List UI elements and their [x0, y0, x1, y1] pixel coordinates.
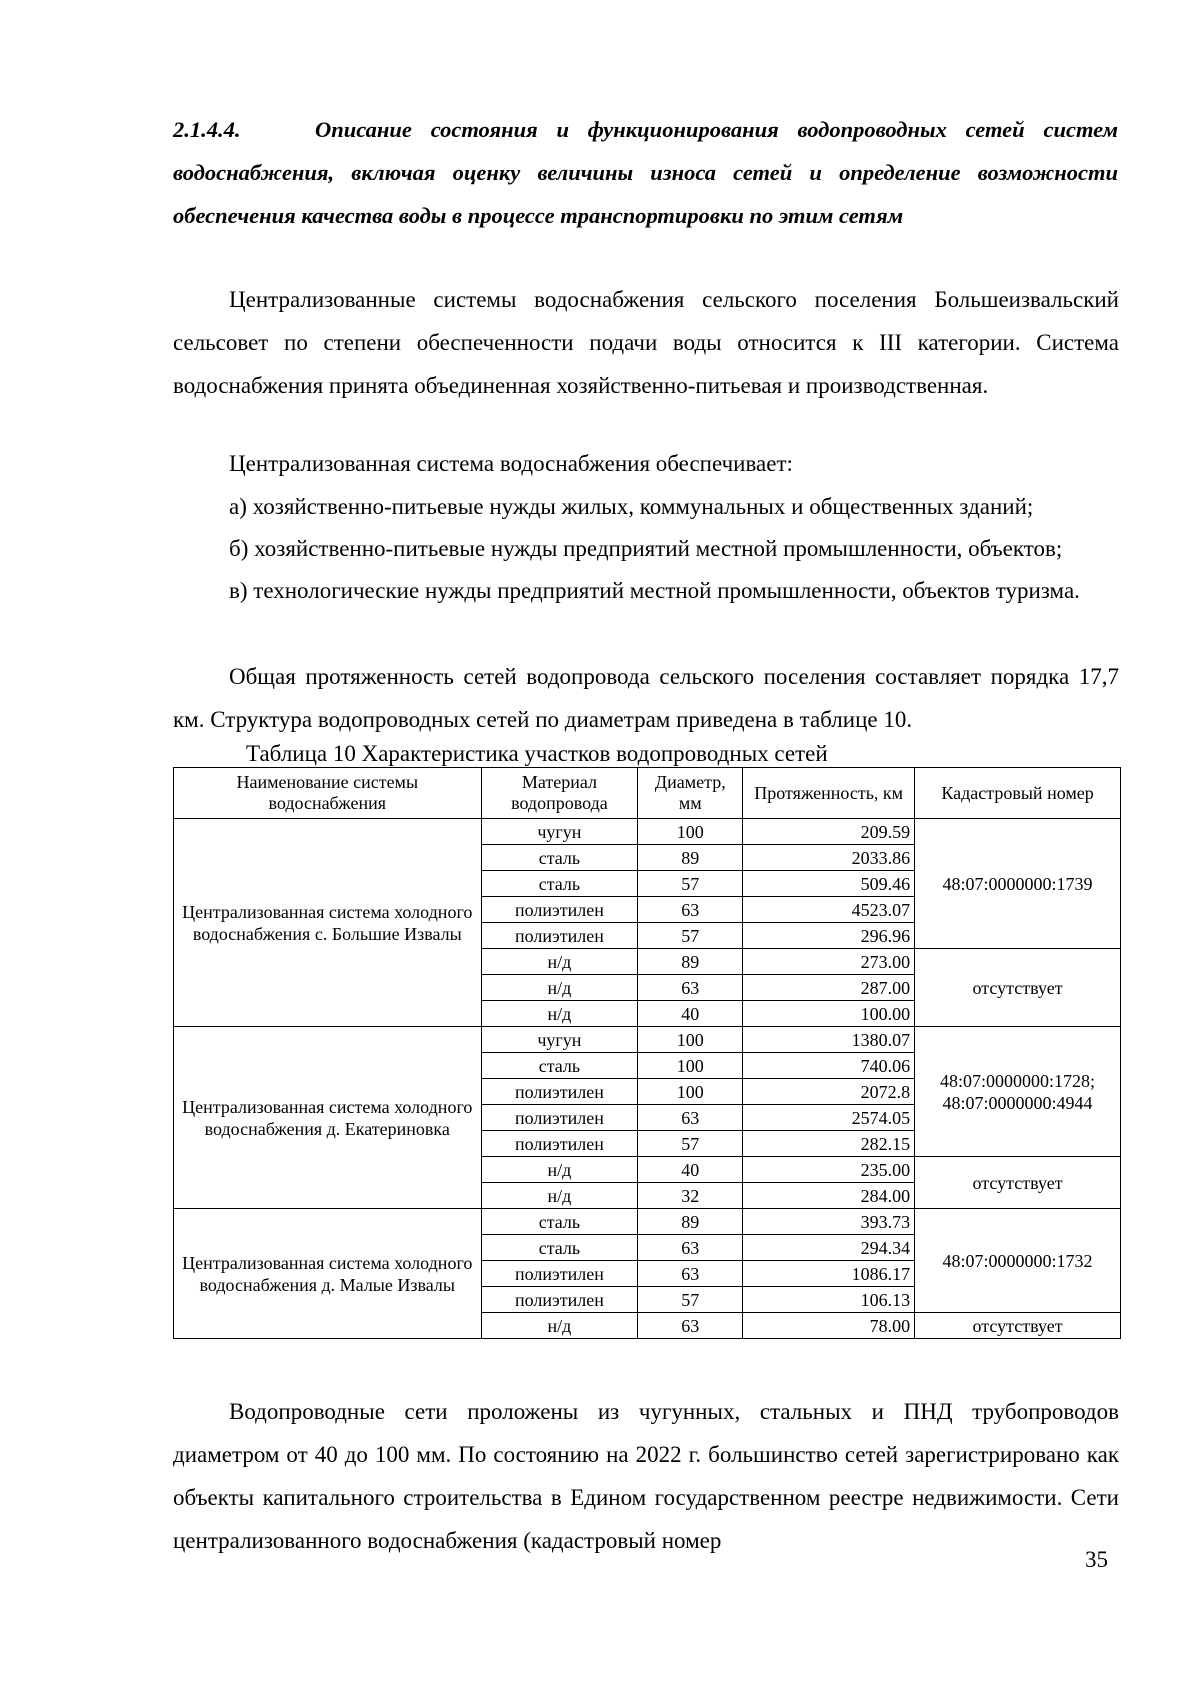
cell-length: 287.00 [743, 975, 915, 1001]
cell-material: полиэтилен [481, 1105, 638, 1131]
cell-diameter: 40 [638, 1157, 743, 1183]
cell-length: 106.13 [743, 1287, 915, 1313]
cell-material: сталь [481, 1235, 638, 1261]
cell-diameter: 57 [638, 1131, 743, 1157]
cell-diameter: 89 [638, 949, 743, 975]
cell-diameter: 63 [638, 1105, 743, 1131]
cell-material: н/д [481, 1183, 638, 1209]
table-row [174, 819, 1121, 845]
cell-length: 209.59 [743, 819, 915, 845]
system-name: Централизованная система холодного водоснабжения с. Большие Извалы [174, 819, 482, 1027]
header-cadastral: Кадастровый номер [915, 768, 1121, 819]
cell-length: 2574.05 [743, 1105, 915, 1131]
header-system: Наименование системы водоснабжения [174, 768, 482, 819]
cell-diameter: 57 [638, 871, 743, 897]
cell-length: 509.46 [743, 871, 915, 897]
cell-length: 1086.17 [743, 1261, 915, 1287]
cell-diameter: 63 [638, 1261, 743, 1287]
cell-material: н/д [481, 1001, 638, 1027]
cell-length: 296.96 [743, 923, 915, 949]
cell-diameter: 89 [638, 1209, 743, 1235]
cell-diameter: 100 [638, 1027, 743, 1053]
cell-diameter: 100 [638, 819, 743, 845]
cell-diameter: 89 [638, 845, 743, 871]
cell-material: полиэтилен [481, 923, 638, 949]
cell-material: н/д [481, 1157, 638, 1183]
cell-length: 2033.86 [743, 845, 915, 871]
cell-material: чугун [481, 819, 638, 845]
section-heading [173, 108, 1118, 237]
section-number: 2.1.4.4. [173, 117, 241, 142]
cell-material: н/д [481, 975, 638, 1001]
system-name: Централизованная система холодного водоснабжения д. Малые Извалы [174, 1209, 482, 1339]
cell-diameter: 100 [638, 1053, 743, 1079]
list-item-c: в) технологические нужды предприятий местной промышленности, объектов туризма. [229, 578, 1080, 603]
cell-material: сталь [481, 845, 638, 871]
cell-length: 294.34 [743, 1235, 915, 1261]
cell-length: 740.06 [743, 1053, 915, 1079]
paragraph-provides: Централизованная система водоснабжения обеспечивает: [229, 451, 793, 476]
cadastral-number: 48:07:0000000:1728; 48:07:0000000:4944 [915, 1027, 1121, 1157]
cell-length: 235.00 [743, 1157, 915, 1183]
cell-length: 282.15 [743, 1131, 915, 1157]
cell-diameter: 63 [638, 1235, 743, 1261]
cadastral-number: отсутствует [915, 949, 1121, 1027]
paragraph-pipelines: Водопроводные сети проложены из чугунных, стальных и ПНД трубопроводов диаметром от 40 до 100 мм. По состоянию на 2022 г. большинство сетей зарегистрировано как объекты капитального строительства в Едином государственном реестре недвижимости. Сети централизованного водоснабжения (кадастровый номер [173, 1399, 1119, 1553]
cell-length: 284.00 [743, 1183, 915, 1209]
page-number: 35 [1085, 1547, 1108, 1572]
table-header-row [174, 768, 1121, 819]
cell-diameter: 100 [638, 1079, 743, 1105]
cell-material: н/д [481, 949, 638, 975]
cell-material: чугун [481, 1027, 638, 1053]
cell-length: 393.73 [743, 1209, 915, 1235]
cell-diameter: 63 [638, 1313, 743, 1339]
table-row [174, 1027, 1121, 1053]
cell-material: сталь [481, 871, 638, 897]
cell-diameter: 57 [638, 923, 743, 949]
cadastral-number: отсутствует [915, 1313, 1121, 1339]
cell-material: н/д [481, 1313, 638, 1339]
cell-diameter: 57 [638, 1287, 743, 1313]
cell-material: полиэтилен [481, 897, 638, 923]
cell-material: полиэтилен [481, 1287, 638, 1313]
cell-material: полиэтилен [481, 1131, 638, 1157]
cell-length: 2072.8 [743, 1079, 915, 1105]
header-diameter: Диаметр, мм [638, 768, 743, 819]
cell-material: сталь [481, 1053, 638, 1079]
cell-length: 100.00 [743, 1001, 915, 1027]
cell-material: полиэтилен [481, 1261, 638, 1287]
cell-material: полиэтилен [481, 1079, 638, 1105]
cell-diameter: 32 [638, 1183, 743, 1209]
system-name: Централизованная система холодного водоснабжения д. Екатериновка [174, 1027, 482, 1209]
cell-length: 4523.07 [743, 897, 915, 923]
list-item-a: а) хозяйственно-питьевые нужды жилых, коммунальных и общественных зданий; [229, 494, 1034, 519]
paragraph-total-length: Общая протяженность сетей водопровода сельского поселения составляет порядка 17,7 км. Структура водопроводных сетей по диаметрам приведена в таблице 10. [173, 664, 1119, 732]
list-item-b: б) хозяйственно-питьевые нужды предприятий местной промышленности, объектов; [229, 536, 1063, 561]
table-row [174, 1209, 1121, 1235]
table-caption: Таблица 10 Характеристика участков водопроводных сетей [246, 741, 828, 766]
cell-diameter: 40 [638, 1001, 743, 1027]
cell-diameter: 63 [638, 975, 743, 1001]
cell-length: 1380.07 [743, 1027, 915, 1053]
header-length: Протяженность, км [743, 768, 915, 819]
cell-length: 273.00 [743, 949, 915, 975]
water-network-table [173, 767, 1121, 1339]
cell-material: сталь [481, 1209, 638, 1235]
section-title: Описание состояния и функционирования водопроводных сетей систем водоснабжения, включая оценку величины износа сетей и определение возможности обеспечения качества воды в процессе транспортировки по этим сетям [173, 117, 1118, 228]
cadastral-number: 48:07:0000000:1732 [915, 1209, 1121, 1313]
header-material: Материал водопровода [481, 768, 638, 819]
cadastral-number: 48:07:0000000:1739 [915, 819, 1121, 949]
cell-length: 78.00 [743, 1313, 915, 1339]
cadastral-number: отсутствует [915, 1157, 1121, 1209]
paragraph-categories: Централизованные системы водоснабжения сельского поселения Большеизвальский сельсовет по степени обеспеченности подачи воды относится к III категории. Система водоснабжения принята объединенная хозяйственно-питьевая и производственная. [173, 287, 1119, 398]
cell-diameter: 63 [638, 897, 743, 923]
